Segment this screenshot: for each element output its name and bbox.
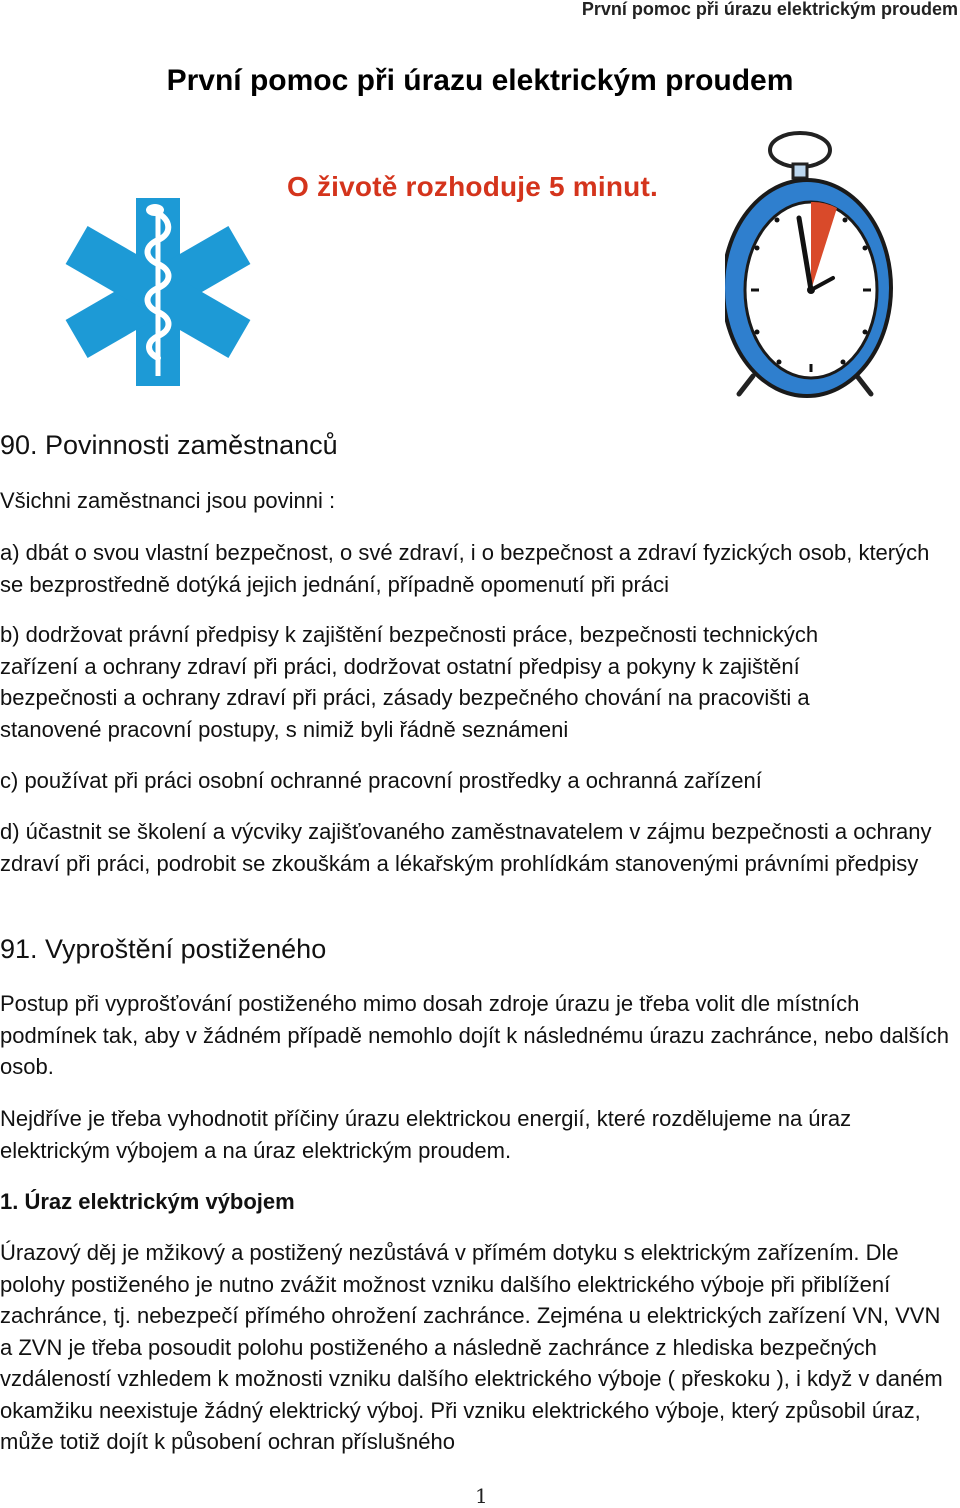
slogan: O životě rozhoduje 5 minut. [287,171,658,202]
document-title: První pomoc při úrazu elektrickým proudem [166,64,794,97]
duty-item-d: d) účastnit se školení a výcviky zajišťovaného zaměstnavatelem v zájmu bezpečnosti a ochrany zdraví při práci, podrobit se zkouškám a lékařským prohlídkám stanovenými právními předpisy [0,819,932,876]
star-of-life-icon [60,198,256,386]
duty-item-c: c) používat při práci osobní ochranné pracovní prostředky a ochranná zařízení [0,768,762,793]
discharge-paragraph: Úrazový děj je mžikový a postižený nezůstává v přímém dotyku s elektrickým zařízením. Dle polohy postiženého je nutno zvážit možnost vzniku dalšího elektrického výboje při přiblížení zachránce, tj. nebezpečí přímého ohrožení zachránce. Zejména u elektrických zařízení VN, VVN a ZVN je třeba posoudit polohu postiženého a následně zachránce z hlediska bezpečných vzdáleností vzhledem k možnosti vzniku dalšího elektrického výboje ( přeskoku ), i když v daném okamžiku neexistuje žádný elektrický výboj. Při vzniku elektrického výboje, který způsobil úraz, může totiž dojít k působení ochran příslušného [0,1240,943,1454]
section-90-heading: 90. Povinnosti zaměstnanců [0,430,338,460]
cause-paragraph: Nejdříve je třeba vyhodnotit příčiny úrazu elektrickou energií, které rozdělujeme na úraz elektrickým výbojem a na úraz elektrickým proudem. [0,1106,852,1163]
stopwatch-icon [725,128,905,398]
running-header: První pomoc při úrazu elektrickým proudem [581,0,958,19]
duty-item-a: a) dbát o svou vlastní bezpečnost, o své zdraví, i o bezpečnost a zdraví fyzických osob, kterých se bezprostředně dotýká jejich jednání, případně opomenutí při práci [0,540,930,597]
rescue-paragraph: Postup při vyprošťování postiženého mimo dosah zdroje úrazu je třeba volit dle místních podmínek tak, aby v žádném případě nemohlo dojít k následnému úrazu zachránce, nebo dalších osob. [0,991,950,1079]
discharge-subheading: 1. Úraz elektrickým výbojem [0,1189,295,1214]
duty-item-b: b) dodržovat právní předpisy k zajištění bezpečnosti práce, bezpečnosti technických zařízení a ochrany zdraví při práci, dodržovat ostatní předpisy a pokyny k zajištění bezpečnosti a ochrany zdraví při práci, zásady bezpečného chování na pracovišti a stanovené pracovní postupy, s nimiž byli řádně seznámeni [0,622,819,742]
page-number: 1 [475,1484,488,1508]
section-91-heading: 91. Vyproštění postiženého [0,934,327,964]
section-90-intro: Všichni zaměstnanci jsou povinni : [0,488,336,513]
